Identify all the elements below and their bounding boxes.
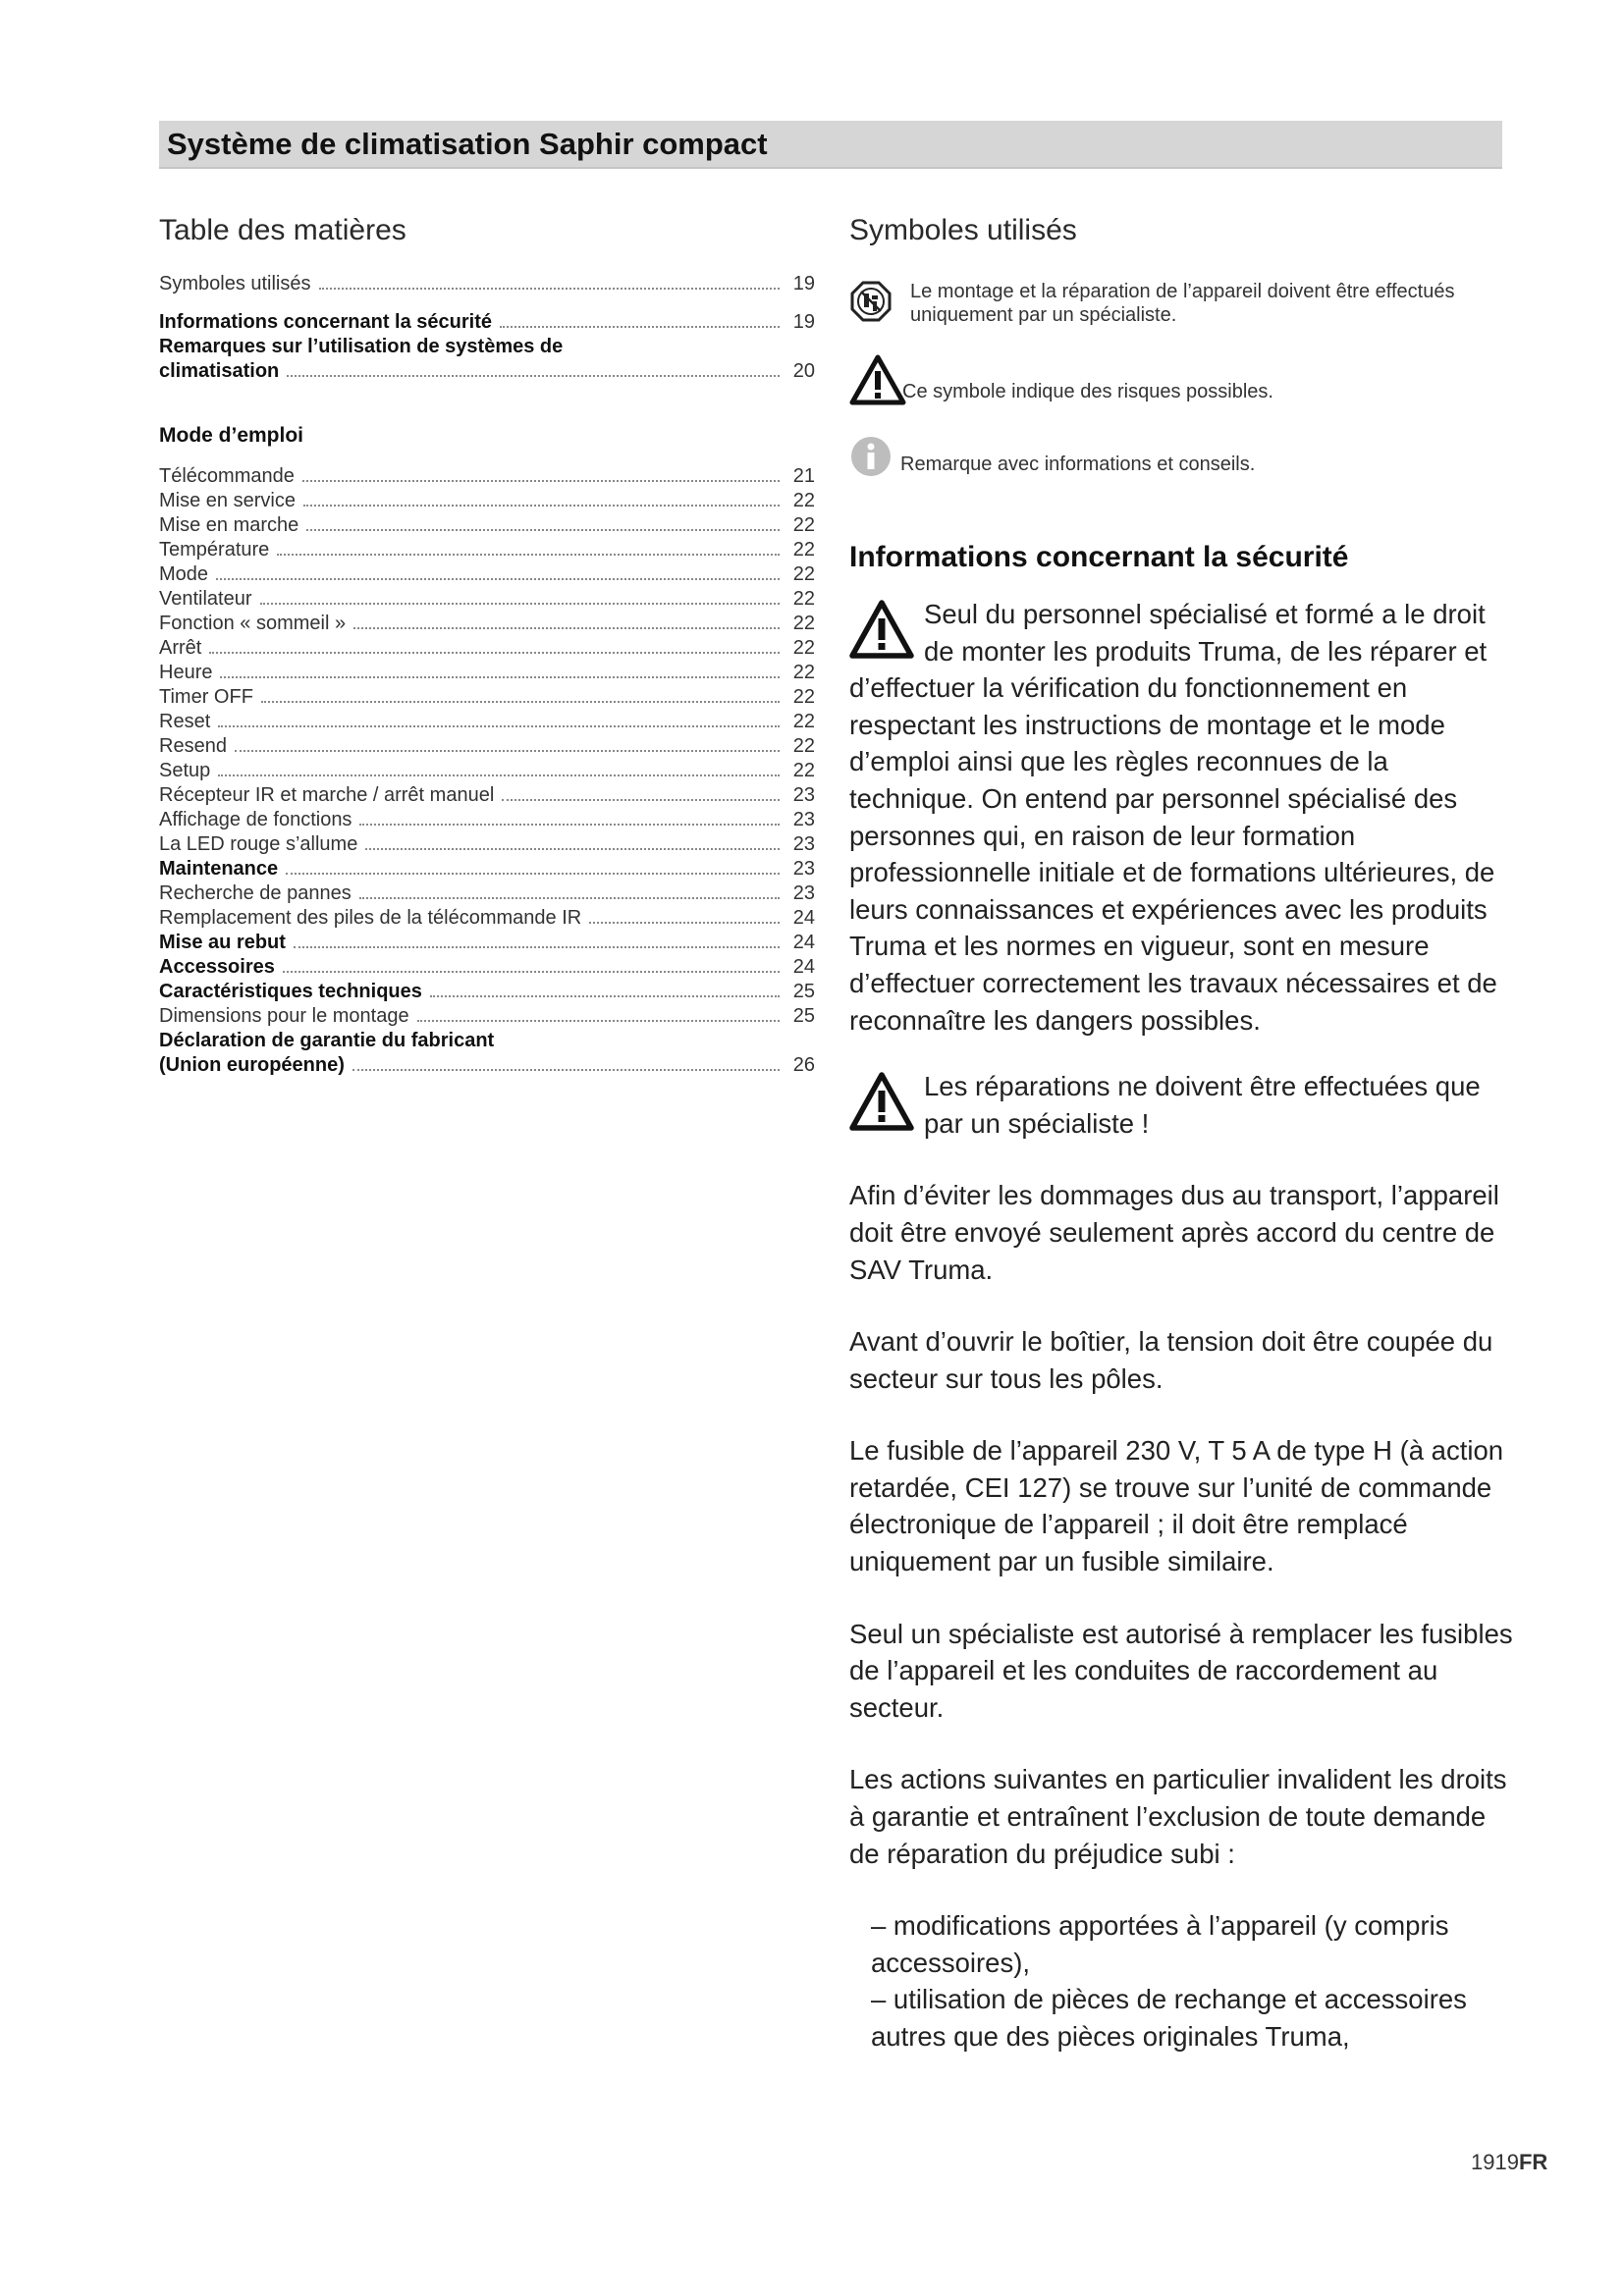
toc-column bbox=[159, 211, 815, 1078]
toc-entry[interactable] bbox=[159, 808, 815, 832]
safety-para-specialist: Seul un spécialiste est autorisé à remplacer les fusibles de l’appareil et les conduites de raccordement au secteur. bbox=[849, 1618, 1513, 1723]
toc-entry[interactable] bbox=[159, 857, 815, 881]
toc-leader bbox=[359, 824, 780, 826]
toc-entry-declaration-line1[interactable]: Déclaration de garantie du fabricant bbox=[159, 1030, 495, 1051]
toc-leader bbox=[302, 480, 780, 482]
toc-entry[interactable] bbox=[159, 710, 815, 734]
toc-entry-title: Remplacement des piles de la télécommande IR bbox=[159, 907, 582, 929]
toc-leader bbox=[294, 946, 780, 948]
page-number bbox=[1471, 2150, 1547, 2175]
toc-entry-title: Setup bbox=[159, 760, 211, 781]
toc-entry[interactable] bbox=[159, 881, 815, 906]
toc-entry[interactable] bbox=[159, 562, 815, 587]
toc-leader bbox=[286, 873, 780, 875]
toc-leader bbox=[306, 529, 780, 531]
toc-entry[interactable] bbox=[159, 685, 815, 710]
toc-entry[interactable] bbox=[159, 513, 815, 538]
toc-entry-page: 23 bbox=[792, 833, 815, 855]
toc-entry-title: Mise en marche bbox=[159, 514, 299, 536]
toc-entry-page: 19 bbox=[792, 273, 815, 294]
safety-warning-2 bbox=[849, 1068, 1517, 1142]
list-item: – utilisation de pièces de rechange et accessoires autres que des pièces originales Truma, bbox=[871, 1984, 1467, 2052]
toc-entry-title: climatisation bbox=[159, 360, 280, 382]
header-bar bbox=[159, 121, 1502, 169]
toc-entry-title: Ventilateur bbox=[159, 588, 252, 610]
toc-entry-page: 22 bbox=[792, 662, 815, 683]
toc-entry-page: 22 bbox=[792, 563, 815, 585]
symbol-text-specialist: Le montage et la réparation de l’appareil doivent être effectués uniquement par un spécialiste. bbox=[910, 281, 1455, 326]
toc-entry-title: Resend bbox=[159, 735, 227, 757]
toc-entry-title: Mise en service bbox=[159, 490, 296, 511]
symbols-heading: Symboles utilisés bbox=[849, 214, 1077, 246]
toc-leader bbox=[303, 505, 780, 507]
toc-entry-title: Reset bbox=[159, 711, 211, 732]
toc-leader bbox=[430, 995, 780, 997]
symbol-row-info bbox=[849, 435, 1517, 484]
toc-entry-page: 22 bbox=[792, 711, 815, 732]
safety-heading: Informations concernant la sécurité bbox=[849, 541, 1349, 573]
toc-entry-title: Maintenance bbox=[159, 858, 279, 880]
list-item: – modifications apportées à l’appareil (y compris accessoires), bbox=[871, 1910, 1449, 1978]
toc-entry-page: 23 bbox=[792, 858, 815, 880]
toc-leader bbox=[216, 578, 780, 580]
toc-entry-title: Timer OFF bbox=[159, 686, 253, 708]
toc-leader bbox=[417, 1020, 780, 1022]
toc-entry[interactable] bbox=[159, 538, 815, 562]
toc-entry-title: Caractéristiques techniques bbox=[159, 981, 422, 1002]
toc-entry-safety[interactable] bbox=[159, 310, 815, 335]
warranty-exclusion-list bbox=[849, 1907, 1517, 2055]
toc-leader bbox=[218, 725, 780, 727]
toc-entry[interactable] bbox=[159, 759, 815, 783]
content-column bbox=[849, 211, 1517, 2056]
toc-entry[interactable] bbox=[159, 612, 815, 636]
document-title: Système de climatisation Saphir compact bbox=[167, 127, 768, 161]
toc-leader bbox=[353, 627, 780, 629]
toc-entry-page: 24 bbox=[792, 907, 815, 929]
safety-para-warranty: Les actions suivantes en particulier invalident les droits à garantie et entraînent l’exclusion de toute demande de réparation du préjudice subi : bbox=[849, 1764, 1507, 1869]
safety-warning-2-text: Les réparations ne doivent être effectuées que par un spécialiste ! bbox=[924, 1071, 1481, 1139]
language-code: FR bbox=[1518, 2150, 1548, 2174]
safety-warning-1-text: Seul du personnel spécialisé et formé a le droit de monter les produits Truma, de les réparer et d’effectuer la vérification du fonctionnement en respectant les instructions de montage et le mode d’emploi ainsi que les règles reconnues de la technique. On entend par personnel spécialisé des personnes qui, en raison de leur formation professionnelle initiale et de formations ultérieures, de leurs connaissances et expériences avec les produits Truma et les normes en vigueur, sont en mesure d’effectuer correctement les travaux nécessaires et de reconnaître les dangers possibles. bbox=[849, 599, 1497, 1036]
toc-entry-page: 20 bbox=[792, 360, 815, 382]
safety-para-transport: Afin d’éviter les dommages dus au transport, l’appareil doit être envoyé seulement après accord du centre de SAV Truma. bbox=[849, 1180, 1499, 1285]
toc-leader bbox=[359, 897, 780, 899]
toc-leader bbox=[283, 971, 780, 973]
toc-entry-title: Dimensions pour le montage bbox=[159, 1005, 409, 1027]
toc-leader bbox=[209, 652, 780, 654]
toc-entry-title: Accessoires bbox=[159, 956, 275, 978]
toc-entry-title: Symboles utilisés bbox=[159, 273, 311, 294]
toc-entry-page: 19 bbox=[792, 311, 815, 333]
toc-mode-heading: Mode d’emploi bbox=[159, 424, 303, 447]
toc-entry-title: Heure bbox=[159, 662, 213, 683]
toc-entry-page: 22 bbox=[792, 514, 815, 536]
toc-entry-title: Télécommande bbox=[159, 465, 295, 487]
warning-icon bbox=[849, 354, 910, 411]
no-diy-icon bbox=[849, 280, 910, 329]
toc-leader bbox=[319, 288, 780, 290]
toc-entry-symbols[interactable] bbox=[159, 272, 815, 296]
toc-entry-page: 22 bbox=[792, 588, 815, 610]
toc-leader bbox=[287, 375, 780, 377]
toc-entry-page: 22 bbox=[792, 760, 815, 781]
toc-entry-title: Affichage de fonctions bbox=[159, 809, 352, 830]
toc-entry[interactable] bbox=[159, 832, 815, 857]
toc-entry-page: 25 bbox=[792, 1005, 815, 1027]
toc-entry-page: 23 bbox=[792, 882, 815, 904]
toc-entry-remarks[interactable] bbox=[159, 359, 815, 384]
toc-entry-page: 22 bbox=[792, 637, 815, 659]
toc-entry[interactable] bbox=[159, 955, 815, 980]
toc-entry[interactable] bbox=[159, 587, 815, 612]
toc-entry-page: 26 bbox=[792, 1054, 815, 1076]
toc-entry[interactable] bbox=[159, 783, 815, 808]
toc-leader bbox=[365, 848, 780, 850]
toc-entry[interactable] bbox=[159, 734, 815, 759]
toc-entry-page: 22 bbox=[792, 735, 815, 757]
toc-entry-page: 24 bbox=[792, 956, 815, 978]
toc-heading: Table des matières bbox=[159, 214, 406, 246]
toc-entry-title: Fonction « sommeil » bbox=[159, 613, 347, 634]
symbol-row-warning bbox=[849, 354, 1517, 411]
toc-entry[interactable] bbox=[159, 661, 815, 685]
toc-entry[interactable] bbox=[159, 464, 815, 489]
safety-para-power: Avant d’ouvrir le boîtier, la tension doit être coupée du secteur sur tous les pôles. bbox=[849, 1326, 1493, 1394]
toc-leader bbox=[352, 1069, 780, 1071]
toc-entry[interactable] bbox=[159, 906, 815, 931]
toc-entry-page: 23 bbox=[792, 809, 815, 830]
toc-entry-declaration[interactable] bbox=[159, 1053, 815, 1078]
toc-entry-title: (Union européenne) bbox=[159, 1054, 345, 1076]
toc-leader bbox=[218, 774, 780, 776]
symbol-row-specialist bbox=[849, 280, 1517, 329]
toc-entry[interactable] bbox=[159, 980, 815, 1004]
toc-entry-title: Mode bbox=[159, 563, 209, 585]
toc-leader bbox=[220, 676, 780, 678]
toc-entry[interactable] bbox=[159, 1004, 815, 1029]
toc-entry[interactable] bbox=[159, 931, 815, 955]
toc-entry[interactable] bbox=[159, 489, 815, 513]
warning-icon bbox=[849, 1072, 914, 1135]
toc-entry-title: Température bbox=[159, 539, 270, 561]
toc-entry-page: 25 bbox=[792, 981, 815, 1002]
symbol-text-info: Remarque avec informations et conseils. bbox=[900, 454, 1256, 475]
toc-entry-remarks-line1[interactable]: Remarques sur l’utilisation de systèmes de bbox=[159, 336, 564, 357]
toc-leader bbox=[500, 326, 780, 328]
toc-entry-page: 24 bbox=[792, 932, 815, 953]
safety-warning-1 bbox=[849, 596, 1517, 1039]
toc-leader bbox=[589, 922, 780, 924]
toc-entry-page: 22 bbox=[792, 686, 815, 708]
warning-icon bbox=[849, 600, 914, 663]
toc-leader bbox=[277, 554, 780, 556]
toc-entry-title: Arrêt bbox=[159, 637, 202, 659]
toc-entry-title: La LED rouge s’allume bbox=[159, 833, 358, 855]
toc-leader bbox=[260, 603, 780, 605]
toc-entry-title: Informations concernant la sécurité bbox=[159, 311, 492, 333]
toc-entry-title: Mise au rebut bbox=[159, 932, 286, 953]
toc-entry-page: 22 bbox=[792, 490, 815, 511]
toc-mode-entries bbox=[159, 464, 815, 1029]
toc-leader bbox=[261, 701, 780, 703]
toc-entry-title: Recherche de pannes bbox=[159, 882, 352, 904]
info-icon bbox=[849, 435, 900, 484]
toc-entry[interactable] bbox=[159, 636, 815, 661]
toc-entry-page: 22 bbox=[792, 613, 815, 634]
toc-entry-page: 21 bbox=[792, 465, 815, 487]
safety-para-fuse: Le fusible de l’appareil 230 V, T 5 A de type H (à action retardée, CEI 127) se trouve sur l’unité de commande électronique de l’appareil ; il doit être remplacé uniquement par un fusible similaire. bbox=[849, 1435, 1504, 1577]
toc-entry-page: 23 bbox=[792, 784, 815, 806]
toc-entry-page: 22 bbox=[792, 539, 815, 561]
toc-list bbox=[159, 272, 815, 1078]
toc-entry-title: Récepteur IR et marche / arrêt manuel bbox=[159, 784, 495, 806]
toc-leader bbox=[235, 750, 780, 752]
page-number-value: 1919 bbox=[1471, 2150, 1519, 2174]
toc-leader bbox=[502, 799, 780, 801]
symbol-text-warning: Ce symbole indique des risques possibles. bbox=[902, 381, 1273, 402]
